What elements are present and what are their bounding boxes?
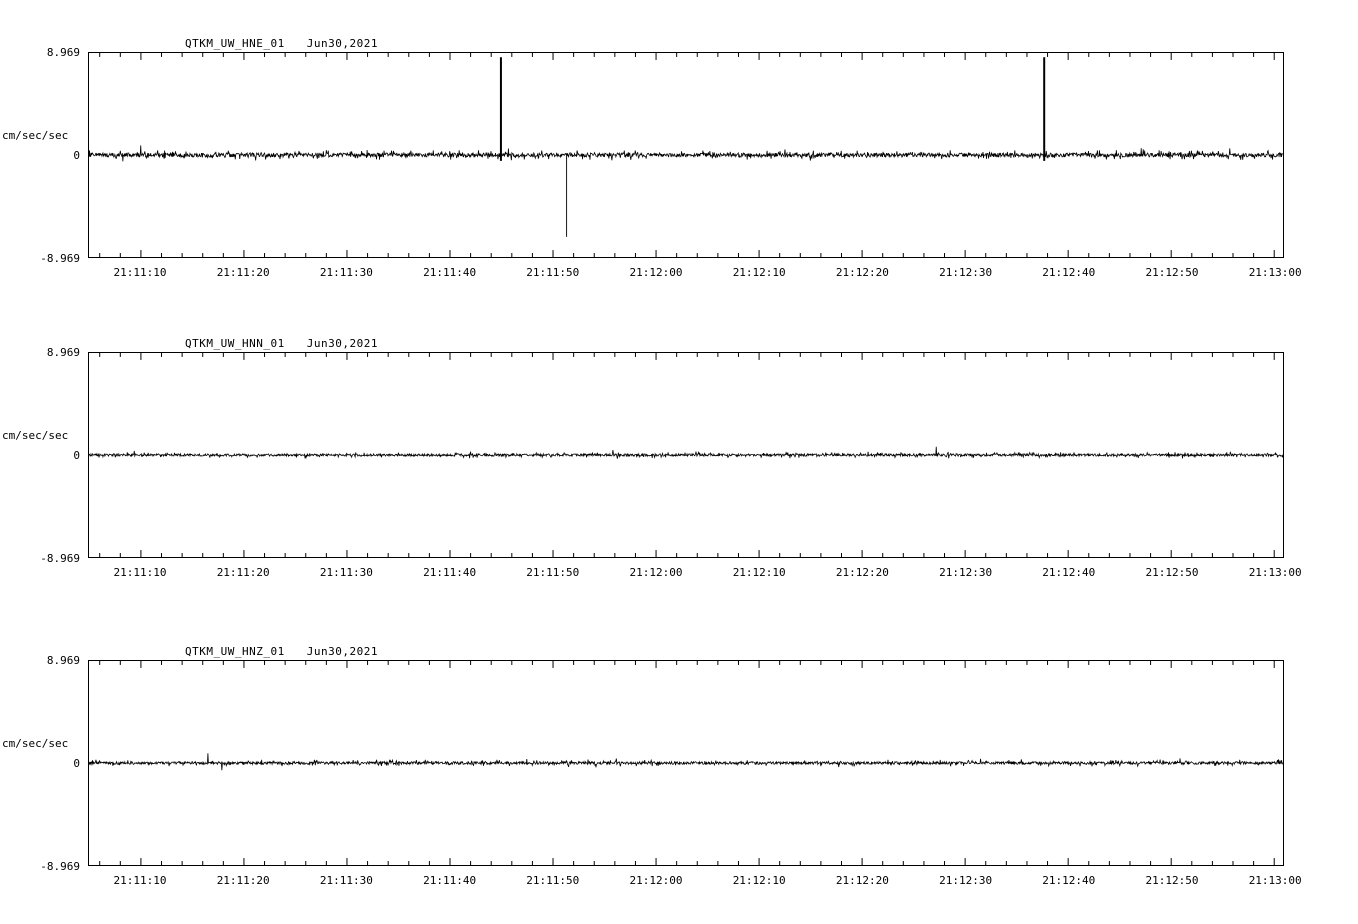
x-tick-label: 21:12:00: [629, 566, 683, 579]
y-axis-label-hnz: cm/sec/sec: [2, 737, 69, 750]
x-tick-label: 21:11:10: [113, 874, 167, 887]
plot-area-hnn: [88, 352, 1284, 558]
x-tick-label: 21:11:40: [423, 566, 477, 579]
x-tick-label: 21:11:50: [526, 874, 580, 887]
station-channel-label: QTKM_UW_HNN_01: [185, 337, 285, 350]
waveform-trace-hne: [89, 53, 1283, 257]
y-tick-zero-hne: 0: [73, 149, 80, 162]
x-tick-label: 21:11:20: [216, 874, 270, 887]
panel-title-hnn: [185, 337, 378, 350]
x-tick-label: 21:12:40: [1042, 566, 1096, 579]
x-tick-label: 21:11:20: [216, 266, 270, 279]
y-tick-max-hne: 8.969: [46, 46, 80, 59]
y-axis-label-hnn: cm/sec/sec: [2, 429, 69, 442]
panel-title-hnz: [185, 645, 378, 658]
panel-title-hne: [185, 37, 378, 50]
x-tick-label: 21:11:20: [216, 566, 270, 579]
x-tick-label: 21:12:40: [1042, 266, 1096, 279]
waveform-trace-hnn: [89, 353, 1283, 557]
seismogram-panel-hne: [0, 8, 1358, 304]
x-tick-label: 21:12:50: [1145, 874, 1199, 887]
x-tick-label: 21:11:30: [319, 266, 373, 279]
station-channel-label: QTKM_UW_HNE_01: [185, 37, 285, 50]
x-tick-label: 21:12:20: [835, 874, 889, 887]
x-tick-label: 21:12:30: [939, 266, 993, 279]
plot-area-hnz: [88, 660, 1284, 866]
y-tick-min-hnz: -8.969: [40, 860, 80, 873]
x-tick-label: 21:11:30: [319, 566, 373, 579]
y-axis-label-hne: cm/sec/sec: [2, 129, 69, 142]
x-tick-label: 21:13:00: [1248, 266, 1302, 279]
y-tick-max-hnz: 8.969: [46, 654, 80, 667]
x-tick-label: 21:12:10: [732, 266, 786, 279]
x-tick-label: 21:12:00: [629, 266, 683, 279]
date-label: Jun30,2021: [306, 645, 378, 658]
x-tick-label: 21:13:00: [1248, 566, 1302, 579]
y-tick-zero-hnn: 0: [73, 449, 80, 462]
plot-area-hne: [88, 52, 1284, 258]
x-tick-label: 21:13:00: [1248, 874, 1302, 887]
x-tick-label: 21:11:30: [319, 874, 373, 887]
x-tick-label: 21:11:50: [526, 566, 580, 579]
x-tick-label: 21:12:00: [629, 874, 683, 887]
date-label: Jun30,2021: [306, 37, 378, 50]
x-tick-label: 21:12:50: [1145, 266, 1199, 279]
x-tick-label: 21:12:40: [1042, 874, 1096, 887]
y-tick-max-hnn: 8.969: [46, 346, 80, 359]
x-tick-label: 21:11:40: [423, 874, 477, 887]
x-tick-label: 21:12:20: [835, 266, 889, 279]
date-label: Jun30,2021: [306, 337, 378, 350]
x-tick-label: 21:12:50: [1145, 566, 1199, 579]
x-tick-label: 21:11:10: [113, 266, 167, 279]
y-tick-min-hnn: -8.969: [40, 552, 80, 565]
x-tick-label: 21:11:50: [526, 266, 580, 279]
x-tick-label: 21:12:30: [939, 874, 993, 887]
x-tick-label: 21:12:10: [732, 874, 786, 887]
x-tick-label: 21:11:10: [113, 566, 167, 579]
x-tick-label: 21:12:20: [835, 566, 889, 579]
station-channel-label: QTKM_UW_HNZ_01: [185, 645, 285, 658]
waveform-trace-hnz: [89, 661, 1283, 865]
x-tick-label: 21:12:30: [939, 566, 993, 579]
seismogram-panel-hnz: [0, 616, 1358, 912]
x-tick-label: 21:12:10: [732, 566, 786, 579]
y-tick-zero-hnz: 0: [73, 757, 80, 770]
seismogram-panel-hnn: [0, 308, 1358, 604]
y-tick-min-hne: -8.969: [40, 252, 80, 265]
x-tick-label: 21:11:40: [423, 266, 477, 279]
